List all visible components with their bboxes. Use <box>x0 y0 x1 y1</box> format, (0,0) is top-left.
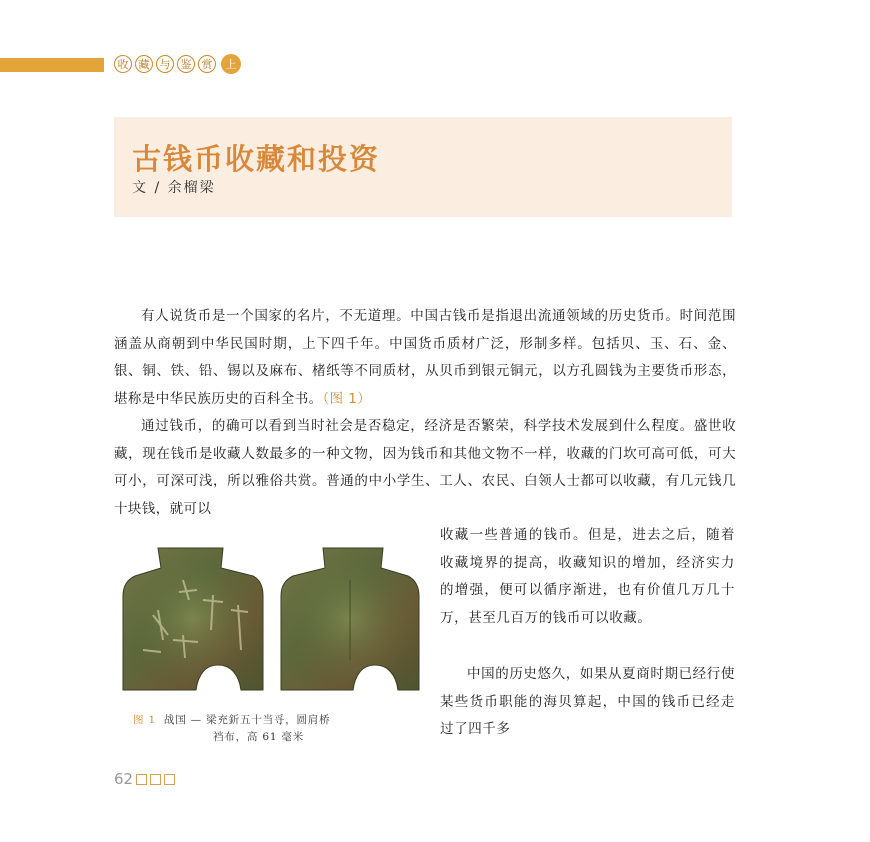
spade-coin-image <box>113 540 438 705</box>
paragraph-1 <box>114 303 736 413</box>
page-number-text: 62 <box>114 770 134 788</box>
article-author: 文 / 余榴梁 <box>132 180 216 196</box>
title-box <box>114 117 732 217</box>
figure-caption <box>133 712 433 746</box>
coin-figure <box>113 540 438 705</box>
header-char: 收 <box>114 55 132 73</box>
paragraph-4: 中国的历史悠久，如果从夏商时期已经行使某些货币职能的海贝算起，中国的钱币已经走过了四千多 <box>440 666 735 737</box>
header-char: 赏 <box>198 55 216 73</box>
header-char: 鉴 <box>177 55 195 73</box>
page-decor-box <box>150 774 161 785</box>
article-title: 古钱币收藏和投资 <box>132 142 381 176</box>
page-decor-box <box>136 774 147 785</box>
paragraph-1-text: 有人说货币是一个国家的名片，不无道理。中国古钱币是指退出流通领域的历史货币。时间范围涵盖从商朝到中华民国时期，上下四千年。中国货币质材广泛，形制多样。包括贝、玉、石、金、银、铜、铁、铅、锡以及麻布、楮纸等不同质材，从贝币到银元铜元，以方孔圆钱为主要货币形态，堪称是中华民族历史的百科全书。 <box>114 308 736 407</box>
caption-text-1: 战国 — 梁充釿五十当寽，圆肩桥 <box>163 714 331 726</box>
caption-line-2: 裆布，高 61 毫米 <box>213 731 305 743</box>
section-header <box>114 54 241 74</box>
caption-label: 图 1 <box>133 714 156 726</box>
paragraph-2: 通过钱币，的确可以看到当时社会是否稳定，经济是否繁荣，科学技术发展到什么程度。盛世收藏，现在钱币是收藏人数最多的一种文物，因为钱币和其他文物不一样，收藏的门坎可高可低，可大可小，可深可浅，所以雅俗共赏。普通的中小学生、工人、农民、白领人士都可以收藏，有几元钱几十块钱，就可以 <box>114 418 736 517</box>
coin-front <box>123 548 263 690</box>
header-accent-bar <box>0 58 104 72</box>
header-badge: 上 <box>221 54 241 74</box>
page-decor-box <box>164 774 175 785</box>
coin-back <box>281 548 419 690</box>
header-char: 藏 <box>135 55 153 73</box>
figure-reference: （图 1） <box>322 390 372 407</box>
header-char: 与 <box>156 55 174 73</box>
page-number <box>114 770 175 788</box>
paragraph-3: 收藏一些普通的钱币。但是，进去之后，随着收藏境界的提高，收藏知识的增加，经济实力的增强，便可以循序渐进，也有价值几万几十万，甚至几百万的钱币可以收藏。 <box>440 527 735 626</box>
caption-line-1 <box>133 712 433 729</box>
